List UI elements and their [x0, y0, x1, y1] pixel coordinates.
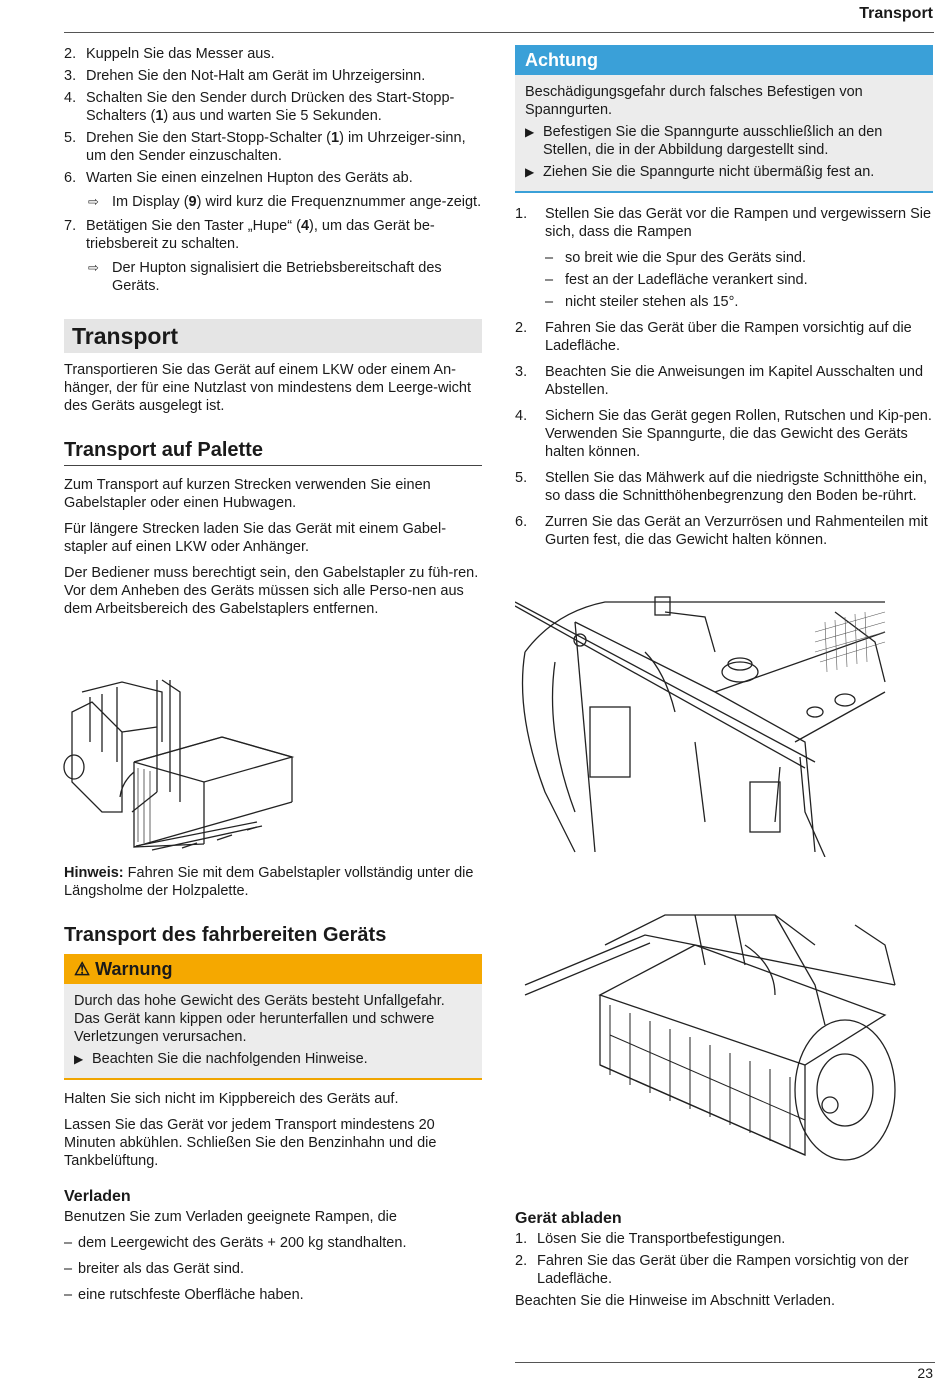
heading-geraet-abladen: Gerät abladen	[515, 1210, 622, 1227]
warning-header: ⚠ Warnung	[64, 954, 482, 984]
list-item: 6. Warten Sie einen einzelnen Hupton des Geräts ab.	[64, 170, 413, 186]
paragraph: Benutzen Sie zum Verladen geeignete Rampen, die	[64, 1209, 397, 1225]
warning-triangle-icon: ⚠	[74, 959, 91, 979]
paragraph: Für längere Strecken laden Sie das Gerät mit einem Gabel-stapler auf einen LKW oder Anhänger.	[64, 521, 447, 555]
heading-verladen: Verladen	[64, 1188, 131, 1205]
attention-body: Beschädigungsgefahr durch falsches Befestigen von Spanngurten. ▶ Befestigen Sie die Spanngurte ausschließlich an den Stellen, die in der Abbildung dargestellt sind. ▶ Ziehen Sie die Spanngurte nicht übermäßig fest an.	[515, 75, 933, 191]
list-item: – dem Leergewicht des Geräts + 200 kg standhalten.	[64, 1235, 407, 1251]
footer-rule	[515, 1362, 935, 1363]
forklift-illustration	[62, 672, 362, 854]
paragraph: Transportieren Sie das Gerät auf einem LKW oder einem An-hänger, der für eine Nutzlast von mindestens dem Leerge-wicht des Geräts ausgelegt ist.	[64, 362, 472, 414]
section-heading-transport: Transport	[64, 319, 482, 353]
list-item: 6. Zurren Sie das Gerät an Verzurrösen und Rahmenteilen mit Gurten fest, die das Gewicht halten können.	[515, 514, 928, 548]
attention-action: ▶ Ziehen Sie die Spanngurte nicht übermäßig fest an.	[525, 164, 875, 180]
list-item: 7. Betätigen Sie den Taster „Hupe“ (4), um das Gerät be-triebsbereit zu schalten.	[64, 218, 435, 252]
left-column-lower	[64, 864, 482, 1312]
loading-steps-list	[515, 205, 933, 241]
paragraph: Der Bediener muss berechtigt sein, den Gabelstapler zu füh-ren. Vor dem Anheben des Geräts müssen sich alle Perso-nen aus dem Arbeitsbereich des Gabelstaplers entfernen.	[64, 565, 479, 617]
loading-steps-list-cont	[515, 319, 933, 549]
abladen-section	[515, 1210, 933, 1318]
mower-deck-strap-illustration	[515, 905, 900, 1165]
result-arrow-icon: ⇨	[88, 194, 99, 209]
list-item: 5. Drehen Sie den Start-Stopp-Schalter (1) im Uhrzeiger-sinn, um den Sender einzuschalten.	[64, 130, 466, 164]
machine-rear-strap-illustration	[515, 592, 895, 857]
list-item: 1. Lösen Sie die Transportbefestigungen.	[515, 1231, 786, 1247]
action-arrow-icon: ▶	[74, 1052, 84, 1066]
action-arrow-icon: ▶	[525, 165, 535, 179]
paragraph: Lassen Sie das Gerät vor jedem Transport mindestens 20 Minuten abkühlen. Schließen Sie den Benzinhahn und die Tankbelüftung.	[64, 1117, 437, 1169]
warning-body: Durch das hohe Gewicht des Geräts besteht Unfallgefahr. Das Gerät kann kippen oder herunterfallen und schwere Verletzungen verursachen. ▶ Beachten Sie die nachfolgenden Hinweise.	[64, 984, 482, 1078]
paragraph: Beachten Sie die Hinweise im Abschnitt Verladen.	[515, 1293, 835, 1309]
start-steps-list	[64, 45, 482, 187]
warning-action: ▶ Beachten Sie die nachfolgenden Hinweise.	[74, 1051, 368, 1067]
result-line: ⇨ Der Hupton signalisiert die Betriebsbereitschaft des Geräts.	[88, 260, 442, 294]
list-item: 5. Stellen Sie das Mähwerk auf die niedrigste Schnitthöhe ein, so dass die Schnitthöhenbegrenzung den Boden be-rührt.	[515, 470, 928, 504]
sub-item: – nicht steiler stehen als 15°.	[545, 294, 739, 310]
list-item: 4. Schalten Sie den Sender durch Drücken des Start-Stopp-Schalters (1) aus und warten Sie 5 Sekunden.	[64, 90, 455, 124]
attention-box	[515, 45, 933, 193]
paragraph: Zum Transport auf kurzen Strecken verwenden Sie einen Gabelstapler oder einen Hubwagen.	[64, 477, 431, 511]
running-header-title: Transport	[859, 5, 933, 22]
list-item: – breiter als das Gerät sind.	[64, 1261, 245, 1277]
left-column	[64, 45, 482, 626]
action-arrow-icon: ▶	[525, 125, 535, 139]
result-line: ⇨ Im Display (9) wird kurz die Frequenznummer ange-zeigt.	[88, 194, 482, 210]
list-item: 2. Fahren Sie das Gerät über die Rampen vorsichtig auf die Ladefläche.	[515, 320, 912, 354]
list-item: 2. Fahren Sie das Gerät über die Rampen vorsichtig von der Ladefläche.	[515, 1253, 909, 1287]
hint-paragraph: Hinweis: Fahren Sie mit dem Gabelstapler vollständig unter die Längsholme der Holzpalette.	[64, 865, 474, 899]
list-item: 1. Stellen Sie das Gerät vor die Rampen und vergewissern Sie sich, dass die Rampen	[515, 206, 932, 240]
list-item: 3. Beachten Sie die Anweisungen im Kapitel Ausschalten und Abstellen.	[515, 364, 924, 398]
attention-header: Achtung	[515, 45, 933, 75]
right-column	[515, 45, 933, 557]
sub-item: – so breit wie die Spur des Geräts sind.	[545, 250, 806, 266]
attention-action: ▶ Befestigen Sie die Spanngurte ausschließlich an den Stellen, die in der Abbildung dargestellt sind.	[525, 124, 883, 158]
list-item: 4. Sichern Sie das Gerät gegen Rollen, Rutschen und Kip-pen. Verwenden Sie Spanngurte, die das Gewicht des Geräts halten können.	[515, 408, 932, 460]
list-item: 2. Kuppeln Sie das Messer aus.	[64, 46, 275, 62]
heading-transport-palette: Transport auf Palette	[64, 441, 482, 466]
paragraph: Halten Sie sich nicht im Kippbereich des Geräts auf.	[64, 1091, 399, 1107]
abladen-steps-list	[515, 1230, 933, 1288]
result-arrow-icon: ⇨	[88, 260, 99, 275]
sub-item: – fest an der Ladefläche verankert sind.	[545, 272, 808, 288]
list-item: – eine rutschfeste Oberfläche haben.	[64, 1287, 304, 1303]
step-7-list	[64, 217, 482, 253]
warning-box	[64, 954, 482, 1080]
heading-transport-drive: Transport des fahrbereiten Geräts	[64, 924, 387, 946]
page-number: 23	[917, 1365, 933, 1381]
list-item: 3. Drehen Sie den Not-Halt am Gerät im Uhrzeigersinn.	[64, 68, 426, 84]
header-rule	[64, 32, 934, 33]
